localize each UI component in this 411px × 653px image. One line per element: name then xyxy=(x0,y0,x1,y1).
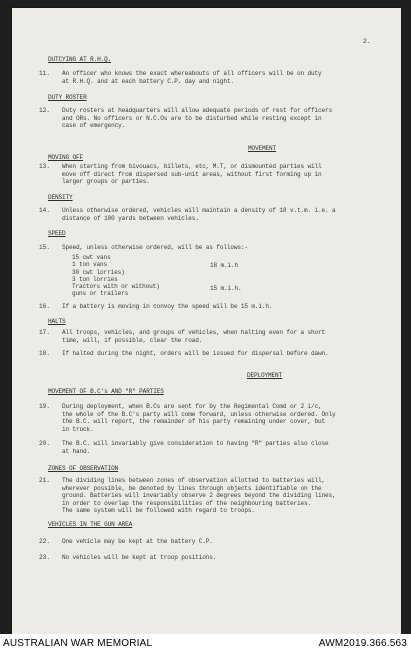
archive-footer xyxy=(0,634,411,653)
paragraph-14: Unless otherwise ordered, vehicles will maintain a density of 18 v.t.m. i.e. a distance of 100 yards between vehicles. xyxy=(62,207,336,222)
paragraph-11: An officer who knows the exact whereabouts of all officers will be on duty at R.H.Q. and at each battery C.P. day and night. xyxy=(62,70,322,85)
section-heading-density: DENSITY xyxy=(48,194,73,201)
paragraph-20: The B.C. will invariably give consideration to having "R" parties also close at hand. xyxy=(62,440,329,455)
paragraph-12: Duty rosters at headquarters will allow adequate periods of rest for officers and ORs. No officers or N.C.Os are to be disturbed while resting except in case of emergency. xyxy=(62,107,333,130)
paragraph-18: If halted during the night, orders will be issued for dispersal before dawn. xyxy=(62,350,329,357)
speed-vehicle-list: 15 cwt vans 1 ton vans 30 cwt lorries) 3 ton lorries Tractors with or without) guns or trailers xyxy=(72,254,160,298)
para-number: 21. xyxy=(39,477,50,484)
section-heading-duty-roster: DUTY ROSTER xyxy=(48,94,87,101)
paragraph-13: When starting from bivouacs, billets, etc, M.T, or dismounted parties will move off direct from dispersed sub-unit areas, without first forming up in larger groups or parties. xyxy=(62,163,322,186)
para-number: 20. xyxy=(39,440,50,447)
section-title-deployment: DEPLOYMENT xyxy=(247,372,283,379)
para-number: 17. xyxy=(39,329,50,336)
para-number: 13. xyxy=(39,163,50,170)
paragraph-16: If a battery is moving in convoy the speed will be 15 m.i.h. xyxy=(62,303,273,310)
page-number: 2. xyxy=(363,38,371,45)
para-number: 14. xyxy=(39,207,50,214)
paragraph-21: The dividing lines between zones of observation allotted to batteries will, wherever possible, be denoted by lines through objects identifiable on the ground. Batteries will invariably observe 2 degrees beyond the dividing lines, in order to overlap the responsibilities of the neighbouring batteries. The same system will be followed with regard to troops. xyxy=(62,477,336,515)
section-heading-zones: ZONES OF OBSERVATION xyxy=(48,465,119,472)
para-number: 22. xyxy=(39,538,50,545)
section-heading-duty-rhq: DUTCYING AT R.H.Q. xyxy=(48,56,112,63)
para-number: 23. xyxy=(39,554,50,561)
paragraph-19: During deployment, when B.Cs are sent for by the Regimental Comd or 2 i/c, the whole of the B.C's party will come forward, unless otherwise ordered. Only the B.C. will report, the remainder of his party remaining under cover, but in truck. xyxy=(62,403,336,433)
footer-institution: AUSTRALIAN WAR MEMORIAL xyxy=(3,638,153,649)
section-heading-halts: HALTS xyxy=(48,318,66,325)
section-title-movement: MOVEMENT xyxy=(248,145,277,152)
para-number: 16. xyxy=(39,303,50,310)
speed-value-heavy: 15 m.i.h. xyxy=(210,285,242,292)
section-heading-vehicles: VEHICLES IN THE GUN AREA xyxy=(48,521,133,528)
para-number: 18. xyxy=(39,350,50,357)
para-number: 19. xyxy=(39,403,50,410)
section-heading-moving-off: MOVING OFF xyxy=(48,154,84,161)
speed-value-light: 18 m.i.h xyxy=(210,262,239,269)
section-heading-movement-bcs: MOVEMENT OF B.C's AND "R" PARTIES xyxy=(48,388,164,395)
para-number: 12. xyxy=(39,107,50,114)
paragraph-15: Speed, unless otherwise ordered, will be as follows:- xyxy=(62,244,248,251)
paragraph-23: No vehicles will be kept at troop positions. xyxy=(62,554,217,561)
paragraph-17: All troops, vehicles, and groups of vehicles, when halting even for a short time, will, if possible, clear the road. xyxy=(62,329,326,344)
document-page xyxy=(12,8,401,634)
section-heading-speed: SPEED xyxy=(48,230,66,237)
para-number: 15. xyxy=(39,244,50,251)
footer-accession-number: AWM2019.366.563 xyxy=(318,638,407,649)
para-number: 11. xyxy=(39,70,50,77)
paragraph-22: One vehicle may be kept at the battery C.P. xyxy=(62,538,213,545)
